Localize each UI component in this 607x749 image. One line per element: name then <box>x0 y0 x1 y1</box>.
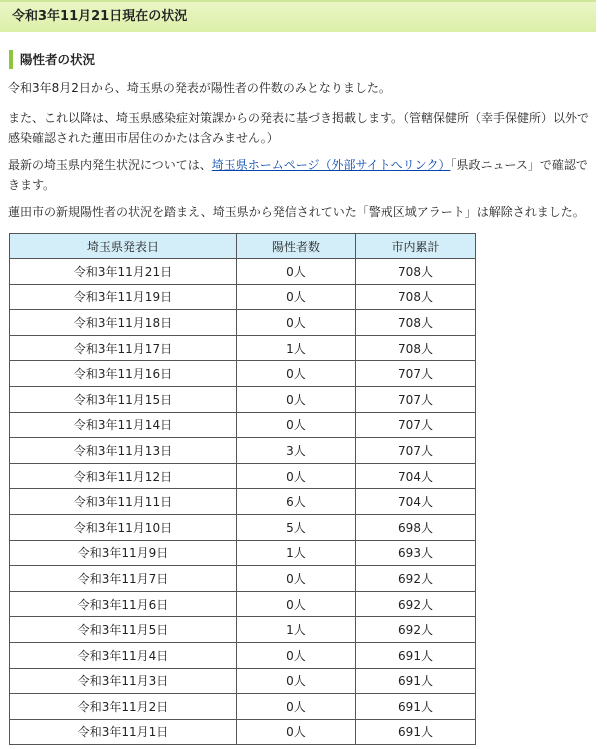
cell-positive-count: 0人 <box>237 259 356 285</box>
cell-announce-date: 令和3年11月4日 <box>10 642 237 668</box>
cell-city-cumulative: 704人 <box>356 489 476 515</box>
table-row <box>10 412 476 438</box>
cell-city-cumulative: 691人 <box>356 668 476 694</box>
header-city-cumulative: 市内累計 <box>356 234 476 259</box>
cell-announce-date: 令和3年11月12日 <box>10 463 237 489</box>
cell-city-cumulative: 693人 <box>356 540 476 566</box>
cell-city-cumulative: 707人 <box>356 438 476 464</box>
cell-positive-count: 0人 <box>237 668 356 694</box>
cell-city-cumulative: 708人 <box>356 310 476 336</box>
cell-announce-date: 令和3年11月18日 <box>10 310 237 336</box>
table-row <box>10 463 476 489</box>
table-row <box>10 259 476 285</box>
table-row <box>10 386 476 412</box>
table-row <box>10 642 476 668</box>
cell-city-cumulative: 691人 <box>356 694 476 720</box>
cell-positive-count: 1人 <box>237 335 356 361</box>
cell-city-cumulative: 708人 <box>356 284 476 310</box>
cell-positive-count: 3人 <box>237 438 356 464</box>
table-row <box>10 566 476 592</box>
table-row <box>10 438 476 464</box>
table-row <box>10 719 476 745</box>
table-row <box>10 361 476 387</box>
cell-positive-count: 0人 <box>237 310 356 336</box>
table-row <box>10 694 476 720</box>
cell-city-cumulative: 691人 <box>356 719 476 745</box>
table-row <box>10 284 476 310</box>
cell-positive-count: 0人 <box>237 361 356 387</box>
header-positive-count: 陽性者数 <box>237 234 356 259</box>
cell-city-cumulative: 692人 <box>356 591 476 617</box>
cell-city-cumulative: 708人 <box>356 259 476 285</box>
cell-city-cumulative: 691人 <box>356 642 476 668</box>
paragraph-source-note: また、これ以降は、埼玉県感染症対策課からの発表に基づき掲載します。（管轄保健所（幸手保健所）以外で感染確認された蓮田市居住のかたは含みません。） <box>8 111 590 145</box>
paragraph-prefecture-link <box>8 155 596 195</box>
paragraph-alert-lifted: 蓮田市の新規陽性者の状況を踏まえ、埼玉県から発信されていた「警戒区域アラート」は解除されました。 <box>8 205 585 219</box>
saitama-homepage-link[interactable]: 埼玉県ホームページ（外部サイトへリンク） <box>211 158 451 172</box>
table-row <box>10 489 476 515</box>
cell-announce-date: 令和3年11月6日 <box>10 591 237 617</box>
cell-positive-count: 1人 <box>237 540 356 566</box>
table-row <box>10 310 476 336</box>
cell-announce-date: 令和3年11月19日 <box>10 284 237 310</box>
cell-city-cumulative: 708人 <box>356 335 476 361</box>
table-row <box>10 335 476 361</box>
cell-positive-count: 0人 <box>237 284 356 310</box>
cell-announce-date: 令和3年11月21日 <box>10 259 237 285</box>
table-row <box>10 514 476 540</box>
cell-announce-date: 令和3年11月1日 <box>10 719 237 745</box>
cell-announce-date: 令和3年11月9日 <box>10 540 237 566</box>
cell-positive-count: 6人 <box>237 489 356 515</box>
cell-positive-count: 0人 <box>237 642 356 668</box>
cell-announce-date: 令和3年11月16日 <box>10 361 237 387</box>
cell-city-cumulative: 707人 <box>356 412 476 438</box>
table-row <box>10 668 476 694</box>
paragraph-text-after-link: 「県政ニュース」で確認できます。 <box>8 158 588 192</box>
paragraph-announcement: 令和3年8月2日から、埼玉県の発表が陽性者の件数のみとなりました。 <box>8 81 391 95</box>
cell-positive-count: 0人 <box>237 694 356 720</box>
cell-positive-count: 1人 <box>237 617 356 643</box>
page-title: 令和3年11月21日現在の状況 <box>12 9 188 24</box>
cell-announce-date: 令和3年11月13日 <box>10 438 237 464</box>
cell-announce-date: 令和3年11月2日 <box>10 694 237 720</box>
cell-city-cumulative: 692人 <box>356 566 476 592</box>
cell-positive-count: 0人 <box>237 591 356 617</box>
cell-positive-count: 5人 <box>237 514 356 540</box>
section-heading: 陽性者の状況 <box>9 50 95 69</box>
page-title-bar <box>0 0 596 32</box>
cell-announce-date: 令和3年11月17日 <box>10 335 237 361</box>
table-row <box>10 617 476 643</box>
table-row <box>10 591 476 617</box>
table-row <box>10 540 476 566</box>
cell-announce-date: 令和3年11月3日 <box>10 668 237 694</box>
cell-announce-date: 令和3年11月5日 <box>10 617 237 643</box>
cases-table <box>9 233 476 745</box>
cell-announce-date: 令和3年11月11日 <box>10 489 237 515</box>
table-header-row <box>10 234 476 259</box>
cell-positive-count: 0人 <box>237 719 356 745</box>
cell-positive-count: 0人 <box>237 566 356 592</box>
cell-positive-count: 0人 <box>237 463 356 489</box>
cell-announce-date: 令和3年11月14日 <box>10 412 237 438</box>
cell-city-cumulative: 704人 <box>356 463 476 489</box>
header-announce-date: 埼玉県発表日 <box>10 234 237 259</box>
cell-city-cumulative: 707人 <box>356 361 476 387</box>
cell-announce-date: 令和3年11月10日 <box>10 514 237 540</box>
cell-city-cumulative: 707人 <box>356 386 476 412</box>
cell-city-cumulative: 698人 <box>356 514 476 540</box>
cell-positive-count: 0人 <box>237 386 356 412</box>
paragraph-text-before-link: 最新の埼玉県内発生状況については、 <box>8 158 212 172</box>
cell-announce-date: 令和3年11月15日 <box>10 386 237 412</box>
cell-city-cumulative: 692人 <box>356 617 476 643</box>
cell-announce-date: 令和3年11月7日 <box>10 566 237 592</box>
cell-positive-count: 0人 <box>237 412 356 438</box>
